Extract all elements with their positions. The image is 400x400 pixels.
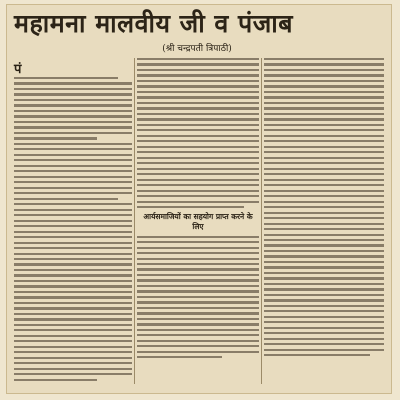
text-line bbox=[14, 379, 97, 381]
text-line bbox=[264, 118, 384, 120]
text-line bbox=[14, 115, 132, 117]
text-line bbox=[137, 129, 259, 131]
byline: (श्री चन्द्रपती त्रिपाठी) bbox=[162, 44, 232, 54]
text-line bbox=[264, 157, 384, 159]
text-line bbox=[137, 63, 259, 65]
text-line bbox=[264, 201, 384, 203]
text-line bbox=[14, 231, 132, 233]
text-line bbox=[14, 307, 132, 309]
text-line bbox=[264, 250, 384, 252]
text-line bbox=[14, 357, 132, 359]
text-line bbox=[137, 124, 259, 126]
text-line bbox=[14, 209, 132, 211]
text-line bbox=[137, 96, 259, 98]
text-line bbox=[137, 268, 259, 270]
text-line bbox=[14, 110, 132, 112]
text-line bbox=[264, 58, 384, 60]
text-line bbox=[14, 269, 132, 271]
text-line bbox=[264, 277, 384, 279]
text-line bbox=[14, 351, 132, 353]
text-line bbox=[264, 146, 384, 148]
text-line bbox=[137, 80, 259, 82]
text-line bbox=[264, 310, 384, 312]
text-line bbox=[137, 162, 259, 164]
text-line bbox=[264, 140, 384, 142]
text-line bbox=[264, 305, 384, 307]
text-line bbox=[264, 255, 384, 257]
text-line bbox=[264, 124, 384, 126]
text-line bbox=[14, 263, 132, 265]
text-line bbox=[264, 294, 384, 296]
text-line bbox=[14, 192, 132, 194]
text-line bbox=[137, 296, 259, 298]
subheading: आर्यसमाजियों का सहयोग प्राप्त करने के लिए bbox=[143, 211, 253, 231]
text-line bbox=[137, 102, 259, 104]
text-line bbox=[137, 290, 259, 292]
text-line bbox=[137, 307, 259, 309]
text-line bbox=[137, 329, 259, 331]
text-line bbox=[137, 236, 259, 238]
text-line bbox=[14, 198, 118, 200]
text-line bbox=[14, 220, 132, 222]
text-line bbox=[264, 195, 384, 197]
text-line bbox=[14, 346, 132, 348]
text-line bbox=[264, 184, 384, 186]
text-line bbox=[264, 80, 384, 82]
newspaper-clipping bbox=[6, 4, 392, 394]
text-line bbox=[137, 85, 259, 87]
text-line bbox=[264, 234, 384, 236]
text-line bbox=[264, 91, 384, 93]
text-line bbox=[14, 176, 132, 178]
text-line bbox=[264, 129, 384, 131]
text-line bbox=[264, 261, 384, 263]
text-line bbox=[264, 113, 384, 115]
text-line bbox=[264, 173, 384, 175]
text-line bbox=[14, 137, 97, 139]
text-line bbox=[14, 335, 132, 337]
text-line bbox=[14, 121, 132, 123]
text-line bbox=[137, 168, 259, 170]
text-line bbox=[14, 368, 132, 370]
text-line bbox=[264, 349, 384, 351]
text-line bbox=[14, 148, 132, 150]
text-line bbox=[137, 151, 259, 153]
text-line bbox=[137, 107, 259, 109]
text-block bbox=[14, 58, 132, 381]
text-line bbox=[14, 88, 132, 90]
text-line bbox=[264, 316, 384, 318]
text-line bbox=[14, 214, 132, 216]
text-line bbox=[137, 91, 259, 93]
text-line bbox=[137, 58, 259, 60]
text-line bbox=[137, 135, 259, 137]
text-line bbox=[14, 329, 132, 331]
text-line bbox=[137, 146, 259, 148]
text-line bbox=[137, 351, 259, 353]
text-line bbox=[14, 324, 132, 326]
text-line bbox=[137, 69, 259, 71]
headline: महामना मालवीय जी व पंजाब bbox=[14, 9, 293, 38]
text-line bbox=[264, 217, 384, 219]
text-line bbox=[264, 272, 384, 274]
text-line bbox=[14, 203, 132, 205]
text-line bbox=[264, 63, 384, 65]
text-line bbox=[264, 239, 384, 241]
text-line bbox=[14, 159, 132, 161]
text-line bbox=[264, 288, 384, 290]
text-line bbox=[264, 151, 384, 153]
text-line bbox=[264, 179, 384, 181]
text-line bbox=[14, 187, 132, 189]
text-line bbox=[14, 154, 132, 156]
text-line bbox=[14, 242, 132, 244]
text-line bbox=[14, 373, 132, 375]
column-2 bbox=[137, 58, 259, 384]
text-line bbox=[14, 82, 132, 84]
text-line bbox=[137, 118, 259, 120]
text-line bbox=[264, 135, 384, 137]
text-line bbox=[137, 279, 259, 281]
text-line bbox=[14, 77, 118, 79]
text-line bbox=[264, 332, 384, 334]
dropcap: पं bbox=[14, 62, 22, 77]
text-line bbox=[14, 318, 132, 320]
text-line bbox=[137, 258, 259, 260]
text-line bbox=[264, 299, 384, 301]
text-line bbox=[264, 96, 384, 98]
text-line bbox=[137, 190, 259, 192]
text-line bbox=[264, 74, 384, 76]
text-line bbox=[137, 184, 259, 186]
text-line bbox=[14, 126, 132, 128]
text-line bbox=[137, 74, 259, 76]
text-line bbox=[14, 296, 132, 298]
text-line bbox=[264, 168, 384, 170]
text-line bbox=[264, 244, 384, 246]
text-line bbox=[14, 247, 132, 249]
text-line bbox=[14, 104, 132, 106]
text-line bbox=[137, 318, 259, 320]
text-line bbox=[137, 173, 259, 175]
text-line bbox=[14, 99, 132, 101]
text-line bbox=[14, 132, 132, 134]
text-line bbox=[14, 143, 132, 145]
text-line bbox=[14, 170, 132, 172]
text-line bbox=[137, 206, 244, 208]
text-line bbox=[14, 181, 132, 183]
text-line bbox=[137, 195, 259, 197]
text-line bbox=[264, 162, 384, 164]
text-line bbox=[264, 69, 384, 71]
text-line bbox=[137, 356, 222, 358]
text-line bbox=[14, 253, 132, 255]
text-line bbox=[137, 201, 259, 203]
text-line bbox=[137, 263, 259, 265]
text-line bbox=[264, 327, 384, 329]
text-line bbox=[264, 102, 384, 104]
column-1 bbox=[14, 58, 132, 384]
text-line bbox=[14, 93, 132, 95]
text-line bbox=[14, 258, 132, 260]
text-line bbox=[137, 113, 259, 115]
text-line bbox=[137, 274, 259, 276]
text-line bbox=[264, 343, 384, 345]
text-line bbox=[137, 340, 259, 342]
text-line bbox=[264, 212, 384, 214]
text-line bbox=[14, 165, 132, 167]
text-line bbox=[137, 323, 259, 325]
text-line bbox=[264, 321, 384, 323]
text-line bbox=[14, 313, 132, 315]
text-line bbox=[264, 206, 384, 208]
text-line bbox=[137, 345, 259, 347]
text-line bbox=[264, 228, 384, 230]
text-line bbox=[137, 312, 259, 314]
text-line bbox=[264, 354, 370, 356]
text-line bbox=[137, 179, 259, 181]
text-line bbox=[264, 266, 384, 268]
text-line bbox=[264, 85, 384, 87]
text-line bbox=[137, 247, 259, 249]
text-line bbox=[137, 241, 259, 243]
column-rule bbox=[134, 58, 135, 384]
text-line bbox=[14, 274, 132, 276]
text-line bbox=[14, 291, 132, 293]
column-rule bbox=[261, 58, 262, 384]
text-line bbox=[264, 223, 384, 225]
text-line bbox=[137, 285, 259, 287]
text-line bbox=[14, 280, 132, 282]
text-line bbox=[264, 107, 384, 109]
text-line bbox=[137, 301, 259, 303]
text-line bbox=[137, 140, 259, 142]
column-3 bbox=[264, 58, 384, 384]
text-line bbox=[264, 338, 384, 340]
text-line bbox=[14, 302, 132, 304]
text-line bbox=[14, 340, 132, 342]
text-line bbox=[14, 236, 132, 238]
text-line bbox=[264, 283, 384, 285]
text-line bbox=[137, 252, 259, 254]
text-line bbox=[14, 285, 132, 287]
text-line bbox=[14, 362, 132, 364]
text-line bbox=[264, 190, 384, 192]
text-line bbox=[14, 225, 132, 227]
text-line bbox=[137, 334, 259, 336]
text-line bbox=[137, 157, 259, 159]
